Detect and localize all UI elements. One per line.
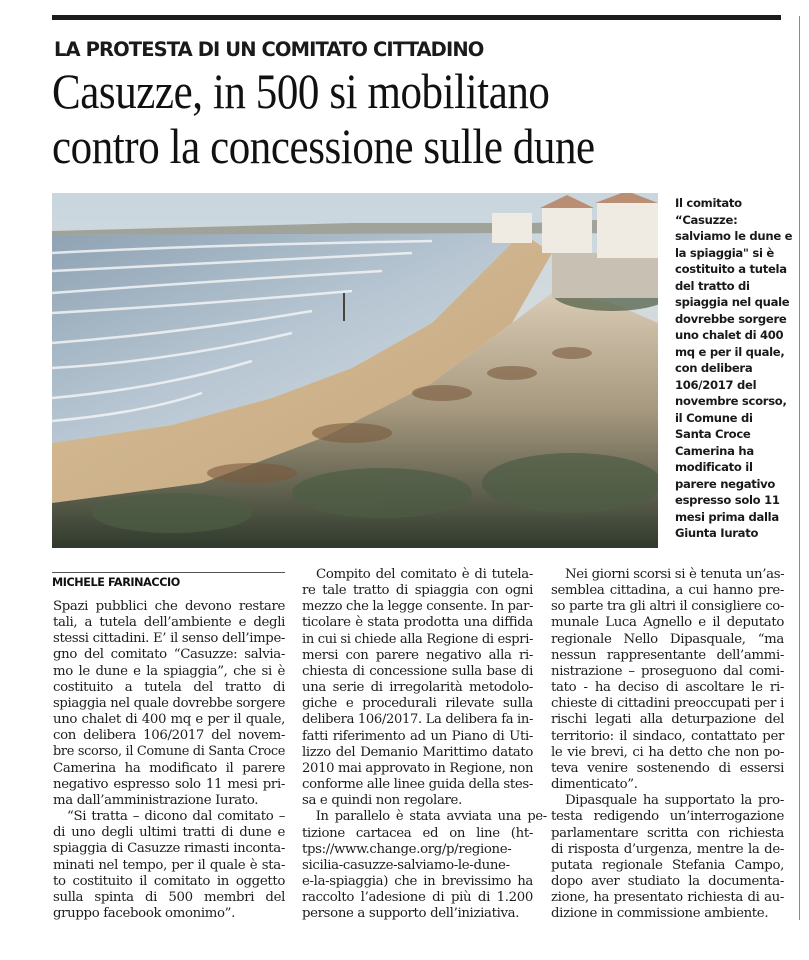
article-line: persone a supporto dell’iniziativa. bbox=[302, 906, 520, 922]
article-line: mo le dune e la spiaggia”, che si è bbox=[53, 663, 285, 679]
caption-line: il Comune di bbox=[675, 410, 753, 425]
article-line: Dipasquale ha supportato la pro- bbox=[565, 793, 784, 809]
caption-line: salviamo le dune e bbox=[675, 229, 793, 243]
article-byline: MICHELE FARINACCIO bbox=[52, 576, 180, 589]
article-line: negativo espresso solo 11 mesi pri- bbox=[53, 776, 285, 792]
article-line: mersi con parere negativo alla ri- bbox=[302, 647, 533, 663]
article-line: tato - ha deciso di ascoltare le ri- bbox=[551, 680, 784, 696]
caption-line: con delibera bbox=[675, 361, 753, 375]
article-line: ma dall’amministrazione Iurato. bbox=[53, 792, 259, 808]
caption-line: Santa Croce bbox=[675, 427, 751, 441]
article-kicker: LA PROTESTA DI UN COMITATO CITTADINO bbox=[54, 38, 484, 61]
article-line: stessi cittadini. E’ il senso dell’impe- bbox=[53, 631, 286, 647]
byline-rule bbox=[52, 572, 285, 573]
article-line: e-la-spiaggia) che in brevissimo ha bbox=[302, 873, 533, 889]
article-line: re tale tratto di spiaggia con ogni bbox=[302, 583, 533, 599]
article-line: testa redigendo un’interrogazione bbox=[551, 809, 784, 825]
article-line: chiesta di concessione sulla base di bbox=[302, 663, 533, 679]
article-line: regionale Nello Dipasquale, “ma bbox=[551, 631, 784, 647]
headline-line: Casuzze, in 500 si mobilitano bbox=[52, 63, 550, 119]
caption-line: “Casuzze: bbox=[675, 212, 738, 227]
caption-line: dovrebbe sorgere bbox=[675, 311, 787, 326]
caption-line: mesi prima dalla bbox=[675, 509, 779, 524]
caption-line: costituito a tutela bbox=[675, 262, 787, 276]
article-line: so parte tra gli altri il consigliere co- bbox=[551, 599, 785, 615]
article-line: le vie brevi, ci ha detto che non po- bbox=[551, 744, 784, 760]
article-line: to costituito il comitato in oggetto bbox=[53, 873, 285, 889]
article-line: bre scorso, il Comune di Santa Croce bbox=[53, 744, 286, 760]
article-line: dimenticato”. bbox=[551, 777, 638, 793]
article-line: conforme alle linee guida della stes- bbox=[302, 777, 534, 793]
article-line: rischi legati alla deturpazione del bbox=[551, 712, 784, 728]
article-line: zione, ha presentato richiesta di au- bbox=[551, 890, 784, 906]
caption-line: spiaggia nel quale bbox=[675, 295, 790, 309]
side-rule bbox=[799, 16, 800, 920]
article-line: putata regionale Stefania Campo, bbox=[551, 857, 784, 873]
article-line: parlamentare scritta con richiesta bbox=[551, 825, 784, 841]
article-line: 2010 mai approvato in Regione, non bbox=[302, 760, 534, 776]
article-line: lizzo del Demanio Marittimo datato bbox=[302, 744, 533, 760]
top-rule bbox=[52, 15, 781, 20]
article-line: sa e quindi non regolare. bbox=[302, 793, 462, 809]
article-line: dizione in commissione ambiente. bbox=[551, 906, 769, 922]
article-line: costituito a tutela del tratto di bbox=[53, 679, 285, 695]
article-line: Compito del comitato è di tutela- bbox=[316, 567, 533, 582]
caption-line: Giunta Iurato bbox=[675, 526, 759, 540]
caption-line: Camerina ha bbox=[675, 443, 754, 458]
article-line: “Si tratta – dicono dal comitato – bbox=[67, 809, 285, 825]
article-line: sicilia-casuzze-salviamo-le-dune- bbox=[302, 857, 510, 873]
article-line: sulla spinta di 500 membri del bbox=[53, 889, 285, 905]
article-line: in cui si chiede alla Regione di espri- bbox=[302, 631, 534, 647]
article-line: minati nel tempo, per il quale è sta- bbox=[53, 857, 285, 873]
article-column-3 bbox=[551, 567, 784, 922]
article-line: In parallelo è stata avviata una pe- bbox=[315, 809, 547, 825]
article-line: con delibera 106/2017 del novem- bbox=[53, 728, 285, 744]
article-line: tali, a tutela dell’ambiente e degli bbox=[53, 615, 285, 631]
article-column-1 bbox=[53, 599, 285, 922]
caption-line: espresso solo 11 bbox=[675, 493, 780, 507]
article-line: chieste di cittadini preoccupati per i bbox=[551, 696, 784, 712]
caption-line: uno chalet di 400 bbox=[675, 328, 784, 342]
article-line: delibera 106/2017. La delibera fa in- bbox=[302, 712, 534, 728]
article-line: fatti riferimento ad un Piano di Uti- bbox=[302, 728, 533, 744]
article-line: giche e procedurali rilevate sulla bbox=[302, 696, 533, 712]
article-line: una serie di irregolarità metodolo- bbox=[302, 680, 533, 696]
article-line: nessun rappresentante dell’ammi- bbox=[551, 647, 784, 663]
article-line: teva venire sostenendo di essersi bbox=[551, 760, 784, 776]
article-line: nistrazione – proseguono dal comi- bbox=[551, 663, 784, 679]
article-line: gno del comitato “Casuzze: salvia- bbox=[53, 647, 285, 663]
article-line: spiaggia nel quale dovrebbe sorgere bbox=[53, 695, 286, 711]
caption-line: novembre scorso, bbox=[675, 394, 787, 408]
caption-line: mq e per il quale, bbox=[675, 344, 785, 359]
article-line: mezzo che la legge consente. In par- bbox=[302, 599, 534, 615]
article-column-2 bbox=[302, 567, 547, 922]
article-line: spiaggia di Casuzze rimasti inconta- bbox=[53, 841, 285, 857]
article-line: Spazi pubblici che devono restare bbox=[53, 599, 285, 614]
caption-line: modificato il bbox=[675, 460, 753, 474]
caption-line: parere negativo bbox=[675, 476, 776, 491]
headline-line: contro la concessione sulle dune bbox=[52, 118, 595, 174]
caption-line: 106/2017 del bbox=[675, 377, 757, 392]
article-headline bbox=[52, 64, 688, 174]
article-line: Camerina ha modificato il parere bbox=[53, 760, 285, 776]
caption-line: Il comitato bbox=[675, 196, 742, 210]
article-line: di uno degli ultimi tratti di dune e bbox=[53, 825, 285, 841]
caption-line: la spiaggia" si è bbox=[675, 245, 774, 260]
article-line: munale Luca Agnello e il deputato bbox=[551, 615, 784, 631]
article-line: raccolto l’adesione di più di 1.200 bbox=[302, 890, 533, 906]
photo-caption bbox=[675, 195, 799, 542]
article-line: ticolare è stata prodotta una diffida bbox=[302, 615, 533, 631]
article-line: uno chalet di 400 mq e per il quale, bbox=[53, 712, 285, 728]
article-line: territorio: il sindaco, contattato per bbox=[551, 728, 784, 744]
article-line: gruppo facebook omonimo”. bbox=[53, 905, 235, 921]
article-line: tps://www.change.org/p/regione- bbox=[302, 841, 512, 857]
caption-line: del tratto di bbox=[675, 278, 750, 293]
beach-dunes-photo bbox=[52, 193, 658, 548]
article-line: di risposta d’urgenza, mentre la de- bbox=[551, 841, 784, 857]
article-line: Nei giorni scorsi si è tenuta un’as- bbox=[565, 567, 785, 582]
article-line: semblea cittadina, a cui hanno pre- bbox=[551, 583, 784, 599]
article-line: dopo aver studiato la documenta- bbox=[551, 873, 784, 889]
article-line: tizione cartacea ed on line (ht- bbox=[302, 825, 533, 841]
